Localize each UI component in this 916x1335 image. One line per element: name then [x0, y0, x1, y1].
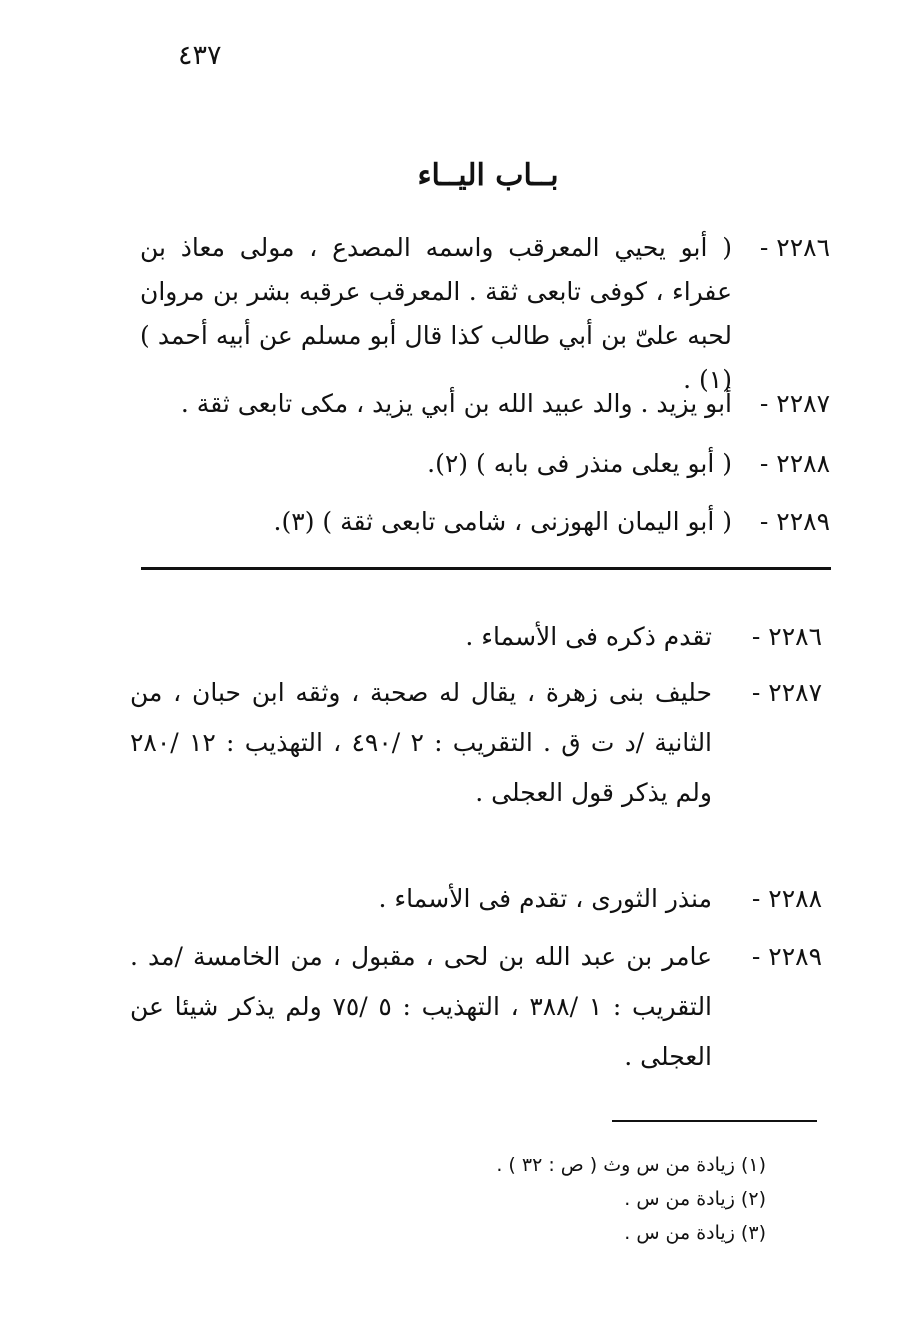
- entry-text: ( أبو اليمان الهوزنى ، شامى تابعى ثقة ) (٣).: [273, 507, 732, 536]
- note-2287: [130, 668, 822, 818]
- note-number: ٢٢٨٦ -: [751, 622, 822, 651]
- note-number: ٢٢٨٧ -: [751, 678, 822, 707]
- note-number: ٢٢٨٩ -: [751, 942, 822, 971]
- note-text: منذر الثورى ، تقدم فى الأسماء .: [378, 884, 712, 913]
- entry-2289: [140, 500, 830, 544]
- footnote: (٢) زيادة من س .: [624, 1188, 766, 1210]
- footnotes: [366, 1148, 766, 1250]
- note-2286: [130, 612, 822, 662]
- entry-text: ( أبو يحيي المعرقب واسمه المصدع ، مولى معاذ بن عفراء ، كوفى تابعى ثقة . المعرقب عرقبه بشر بن مروان لحبه علىّ بن أبي طالب كذا قال أبو مسلم عن أبيه أحمد ) (١) .: [140, 233, 732, 394]
- entry-2287: [140, 382, 830, 426]
- entry-2286: [140, 226, 830, 402]
- entry-number: ٢٢٨٧ -: [759, 389, 830, 418]
- section-divider: [141, 567, 831, 570]
- note-2289: [130, 932, 822, 1082]
- chapter-title: بــاب اليــاء: [417, 158, 559, 193]
- note-text: عامر بن عبد الله بن لحى ، مقبول ، من الخامسة /مد . التقريب : ١ /٣٨٨ ، التهذيب : ٥ /٧٥ ولم يذكر شيئا عن العجلى .: [130, 942, 713, 1071]
- entry-number: ٢٢٨٩ -: [759, 507, 830, 536]
- entry-number: ٢٢٨٨ -: [759, 449, 830, 478]
- entry-text: ( أبو يعلى منذر فى بابه ) (٢).: [427, 449, 732, 478]
- footnote-rule: [612, 1120, 817, 1122]
- page-number: ٤٣٧: [178, 40, 222, 71]
- footnote: (١) زيادة من س وث ( ص : ٣٢ ) .: [496, 1154, 766, 1176]
- note-text: تقدم ذكره فى الأسماء .: [465, 622, 712, 651]
- entry-number: ٢٢٨٦ -: [759, 233, 830, 262]
- entry-2288: [140, 442, 830, 486]
- note-text: حليف بنى زهرة ، يقال له صحبة ، وثقه ابن حبان ، من الثانية /د ت ق . التقريب : ٢ /٤٩٠ ، التهذيب : ١٢ /٢٨٠ ولم يذكر قول العجلى .: [130, 678, 713, 807]
- footnote: (٣) زيادة من س .: [624, 1222, 766, 1244]
- note-2288: [130, 874, 822, 924]
- note-number: ٢٢٨٨ -: [751, 884, 822, 913]
- entry-text: أبو يزيد . والد عبيد الله بن أبي يزيد ، مكى تابعى ثقة .: [180, 389, 732, 418]
